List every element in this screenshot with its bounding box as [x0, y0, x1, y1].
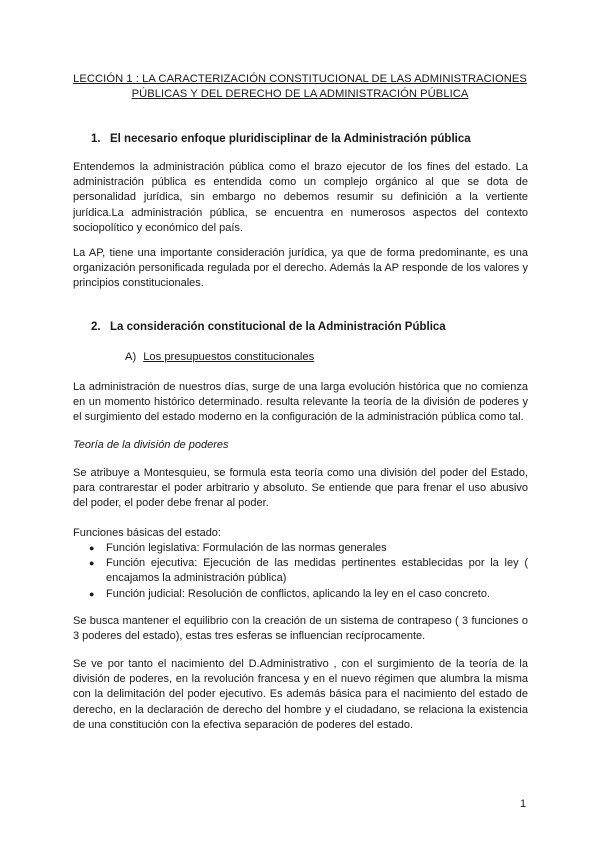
italic-subheading: Teoría de la división de poderes — [73, 439, 229, 451]
subsection-a-label: A) — [125, 351, 137, 363]
section-1-title: El necesario enfoque pluridisciplinar de la Administración pública — [110, 133, 471, 145]
section-1-heading — [91, 132, 471, 147]
section-1-paragraph-2: La AP, tiene una importante consideración jurídica, ya que de forma predominante, es una organización personificada regulada por el derecho. Además la AP responde de los valores y principios constitucionales. — [73, 247, 528, 290]
section-2-title: La consideración constitucional de la Administración Pública — [110, 321, 446, 333]
subsection-a-title: Los presupuestos constitucionales — [143, 351, 315, 363]
section-2-paragraph-1: La administración de nuestros días, surge de una larga evolución histórica que no comienza en un momento histórico determinado. resulta relevante la teoría de la división de poderes y el surgimiento del estado moderno en la configuración de la administración pública como tal. — [73, 381, 528, 424]
bullet-icon: ● — [89, 588, 95, 599]
page-number: 1 — [520, 798, 527, 810]
bullet-icon: ● — [89, 558, 95, 569]
section-2-heading — [91, 320, 446, 335]
section-2-paragraph-4: Se ve por tanto el nacimiento del D.Administrativo , con el surgimiento de la teoría de la división de poderes, en la revolución francesa y en el nuevo régimen que alumbra la misma con la delimitación del poder ejecutivo. Es además básica para el nacimiento del estado de derecho, en la declaración de derecho del hombre y el ciudadano, se relaciona la existencia de una constitución con la efectiva separación de poderes del estado. — [73, 658, 528, 731]
functions-list — [89, 541, 528, 602]
title-line-1: LECCIÓN 1 : LA CARACTERIZACIÓN CONSTITUCIONAL DE LAS ADMINISTRACIONES — [73, 73, 527, 85]
subsection-a-heading — [125, 350, 314, 365]
title-line-2: PÚBLICAS Y DEL DERECHO DE LA ADMINISTRACIÓN PÚBLICA — [131, 88, 469, 100]
document-title — [60, 72, 540, 102]
list-item: ● Función judicial: Resolución de conflictos, aplicando la ley en el caso concreto. — [89, 587, 528, 602]
section-1-paragraph-1: Entendemos la administración pública como el brazo ejecutor de los fines del estado. La administración pública es entendida como un complejo orgánico al que se dota de personalidad jurídica, sin embargo no debemos resumir su definición a la vertiente jurídica.La administración pública, se encuentra en numerosos aspectos del contexto sociopolítico y económico del país. — [73, 161, 528, 234]
section-2-paragraph-3: Se busca mantener el equilibrio con la creación de un sistema de contrapeso ( 3 funciones o 3 poderes del estado), estas tres esferas se influencian recíprocamente. — [73, 615, 528, 643]
section-2-number: 2. — [91, 321, 101, 333]
list-item: ● Función ejecutiva: Ejecución de las medidas pertinentes establecidas por la ley ( encajamos la administración pública) — [89, 557, 528, 585]
section-2-paragraph-2: Se atribuye a Montesquieu, se formula esta teoría como una división del poder del Estado, para contrarestar el poder arbitrario y absoluto. Se entiende que para frenar el uso abusivo del poder, el poder debe frenar al poder. — [73, 467, 528, 510]
list-intro: Funciones básicas del estado: — [73, 527, 221, 539]
section-1-number: 1. — [91, 133, 101, 145]
bullet-icon: ● — [89, 543, 95, 553]
list-item: ● Función legislativa: Formulación de las normas generales — [89, 541, 528, 556]
